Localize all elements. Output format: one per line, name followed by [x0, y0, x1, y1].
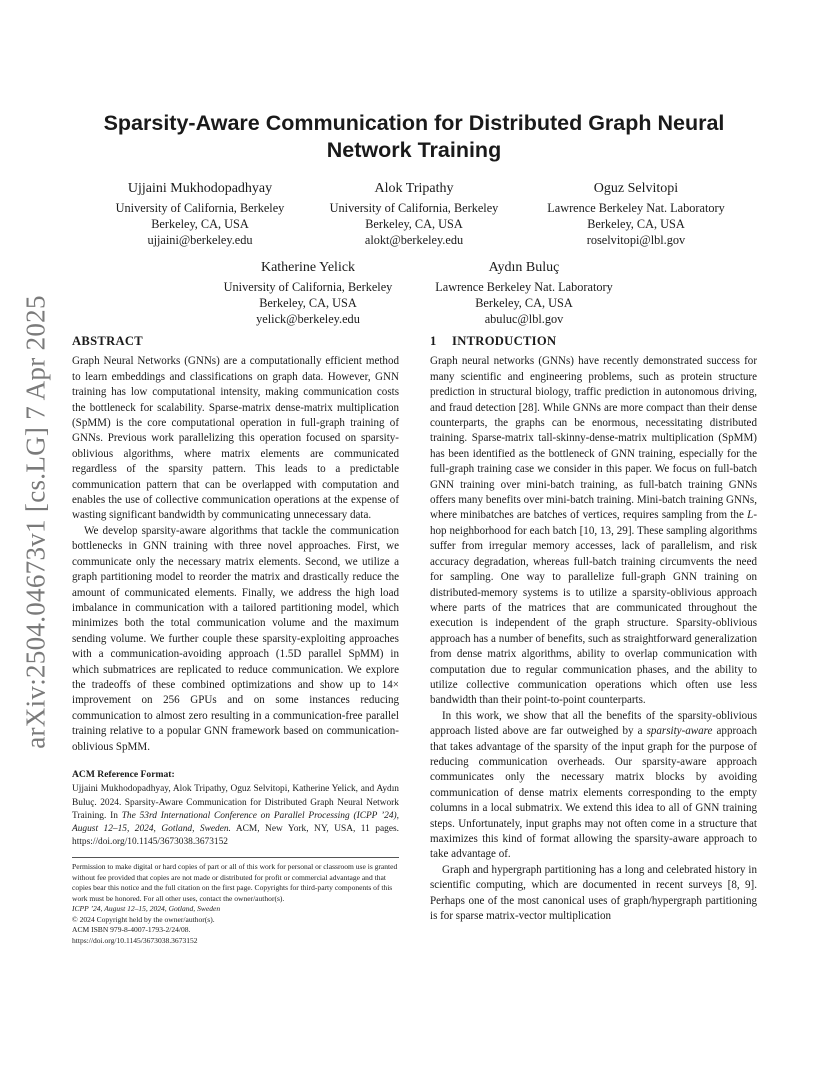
- author-name: Aydın Buluç: [488, 260, 560, 275]
- author-affiliation: University of California, Berkeley: [223, 280, 393, 294]
- acm-reference-heading: ACM Reference Format:: [72, 768, 175, 780]
- author-name: Ujjaini Mukhodopadhyay: [127, 181, 273, 196]
- author-location: Berkeley, CA, USA: [475, 296, 573, 310]
- author-affiliation: University of California, Berkeley: [115, 201, 285, 215]
- abstract-paragraph: Graph Neural Networks (GNNs) are a computationally efficient method to learn embeddings and classifications on graph data. However, GNN training has low computational intensity, making communication costs the bottleneck for scalability. Sparse-matrix dense-matrix multiplication (SpMM) is the core computational operation in full-graph training of GNNs. Previous work parallelizing this operation focused on sparsity-oblivious algorithms, where matrix elements are communicated regardless of the sparsity pattern. This leads to a predictable communication pattern that can be overlapped with computation and enables the use of collective communication operations at the expense of wasting significant bandwidth by communicating unnecessary data.: [72, 355, 399, 522]
- right-column: [430, 334, 757, 924]
- author-email: ujjaini@berkeley.edu: [147, 233, 253, 247]
- author-email: alokt@berkeley.edu: [364, 233, 464, 247]
- author-location: Berkeley, CA, USA: [259, 296, 357, 310]
- permission-notice: Permission to make digital or hard copies of part or all of this work for personal or classroom use is granted without fee provided that copies are not made or distributed for profit or commercial advantage and that copies bear this notice and the full citation on the first page. Copyrights for third-party components of this work must be honored. For all other uses, contact the owner/author(s).: [72, 862, 398, 903]
- variable-L: L: [747, 509, 754, 522]
- acm-reference-tail: ACM, New York, NY, USA, 11 pages. https://doi.org/10.1145/3673038.3673152: [72, 823, 399, 848]
- abstract-paragraph: We develop sparsity-aware algorithms that tackle the communication bottlenecks in GNN training with three novel approaches. First, we communicate only the necessary matrix elements. Second, we utilize a graph partitioning model to reorder the matrix and drastically reduce the amount of communicated elements. Finally, we address the high load imbalance in communication with a tailored partitioning model, which minimizes both the total communication volume and the maximum sending volume. We further couple these sparsity-exploiting approaches with a communication-avoiding approach (1.5D parallel SpMM) in which submatrices are replicated to reduce communication. We explore the tradeoffs of these combined optimizations and show up to 14× improvement on 256 GPUs and on some instances reducing communication to almost zero resulting in a communication-free parallel training relative to a popular GNN framework based on communication-oblivious SpMM.: [72, 524, 399, 753]
- intro-paragraph: Graph and hypergraph partitioning has a long and celebrated history in scientific computing, which are documented in recent surveys [8, 9]. Perhaps one of the most canonical uses of graph/hypergraph partitioning is for sparse matrix-vector multiplication: [430, 863, 757, 923]
- copyright-footnote: [72, 857, 399, 946]
- author-affiliation: Lawrence Berkeley Nat. Laboratory: [547, 201, 725, 215]
- author-block-5: [418, 259, 630, 327]
- copyright-line: © 2024 Copyright held by the owner/author(s).: [72, 914, 215, 924]
- acm-reference-venue: The 53rd International Conference on Parallel Processing (ICPP ’24), August 12–15, 2024, Gotland, Sweden.: [72, 810, 399, 834]
- author-location: Berkeley, CA, USA: [587, 217, 685, 231]
- author-location: Berkeley, CA, USA: [151, 217, 249, 231]
- author-block-1: [96, 180, 304, 248]
- left-column: [72, 334, 399, 849]
- author-block-4: [204, 259, 412, 327]
- doi-line: https://doi.org/10.1145/3673038.3673152: [72, 935, 198, 945]
- emphasis-sparsity-aware: sparsity-aware: [646, 725, 713, 738]
- author-email: roselvitopi@lbl.gov: [586, 233, 686, 247]
- author-name: Katherine Yelick: [260, 260, 356, 275]
- paper-title: Sparsity-Aware Communication for Distributed Graph Neural Network Training: [103, 111, 725, 162]
- author-location: Berkeley, CA, USA: [365, 217, 463, 231]
- section-number: 1: [430, 334, 437, 348]
- conference-line: ICPP ’24, August 12–15, 2024, Gotland, Sweden: [72, 904, 221, 913]
- author-email: yelick@berkeley.edu: [256, 312, 360, 326]
- author-name: Alok Tripathy: [374, 181, 454, 196]
- author-block-3: [530, 180, 742, 248]
- author-affiliation: University of California, Berkeley: [329, 201, 499, 215]
- introduction-heading: [430, 334, 757, 349]
- isbn-line: ACM ISBN 979-8-4007-1793-2/24/08.: [72, 925, 191, 934]
- arxiv-identifier-stamp: [14, 292, 58, 752]
- arxiv-id-text: arXiv:2504.04673v1 [cs.LG] 7 Apr 2025: [20, 295, 51, 749]
- section-title: INTRODUCTION: [452, 334, 557, 348]
- author-block-2: [314, 180, 514, 248]
- acm-reference-authors: Ujjaini Mukhodopadhyay, Alok Tripathy, Oguz Selvitopi, Katherine Yelick, and Aydın Buluç. 2024. Sparsity-Aware Communication for Distributed Graph Neural Network Training. In: [72, 784, 399, 821]
- author-email: abuluc@lbl.gov: [484, 312, 564, 326]
- intro-paragraph: In this work, we show that all the benefits of the sparsity-oblivious approach listed above are far outweighed by a sparsity-aware approach that takes advantage of the sparsity of the input graph for the purpose of reducing communication overheads. Our sparsity-aware approach communicates only the necessary matrix blocks by avoiding communication of dense matrix elements corresponding to the empty columns in a local submatrix. We extend this idea to all of GNN training steps. Unfortunately, input graphs may not often come in a structure that maximizes this kind of format allowing the sparsity-aware approach to take advantage of.: [430, 709, 758, 861]
- abstract-heading: ABSTRACT: [72, 334, 143, 348]
- author-name: Oguz Selvitopi: [593, 181, 679, 196]
- author-affiliation: Lawrence Berkeley Nat. Laboratory: [435, 280, 613, 294]
- acm-reference-text: [72, 783, 399, 849]
- intro-paragraph: Graph neural networks (GNNs) have recently demonstrated success for many scientific and engineering problems, such as protein structure prediction in structural biology, traffic prediction in autonomous driving, and fraud detection [28]. While GNNs are more compact than their dense counterparts, the graphs can be enormous, necessitating distributed training. Sparse-matrix tall-skinny-dense-matrix multiplication (SpMM) has been identified as the bottleneck of GNN training, especially for the full-graph training case we consider in this paper. We focus on full-batch GNN training over mini-batch training, as full-batch training GNNs offers many benefits over mini-batch training. Mini-batch training GNNs, where minibatches are batches of vertices, requires sampling from the L-hop neighborhood for each batch [10, 13, 29]. These sampling algorithms suffer from irregular memory accesses, lack of parallelism, and risk accuracy degradation, whereas full-batch training circumvents the need for sampling. One way to parallelize full-graph GNN training on distributed-memory systems is to utilize a sparsity-oblivious approach where parts of the matrices that are communicated throughout the execution is independent of the graph structure. Sparsity-oblivious approach has a number of benefits, such as straightforward generalization from dense matrix algorithms, ability to overlap communication with computation due to regular communication phases, and the ability to utilize collective communication operations which often use less bandwidth than their point-to-point counterparts.: [430, 355, 757, 707]
